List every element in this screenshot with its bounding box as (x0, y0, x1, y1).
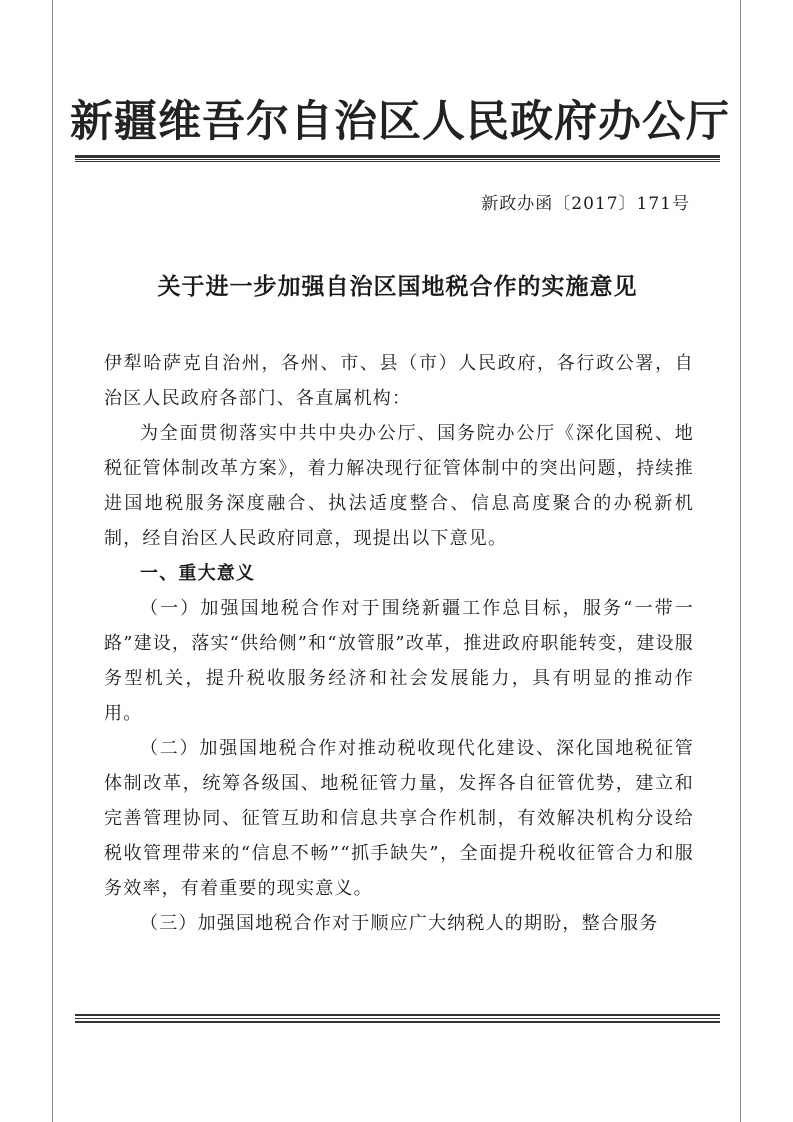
section-item: （三）加强国地税合作对于顺应广大纳税人的期盼，整合服务 (140, 913, 659, 934)
header-red-rule (75, 155, 720, 162)
footer-rule (75, 1014, 720, 1023)
page-frame-right-line (740, 0, 741, 1122)
page-frame-left-line (52, 0, 53, 1122)
section-item: （二）加强国地税合作对推动税收现代化建设、深化国地税征管体制改革，统筹各级国、地税征管力量，发挥各自征管优势，建立和完善管理协同、征管互助和信息共享合作机制，有效解决机构分设给税收管理带来的“信息不畅”“抓手缺失”，全面提升税收征管合力和服务效率，有着重要的现实意义。 (104, 738, 694, 899)
document-body (104, 346, 694, 941)
document-title: 关于进一步加强自治区国地税合作的实施意见 (157, 273, 638, 300)
section-item: （一）加强国地税合作对于围绕新疆工作总目标，服务“一带一路”建设，落实“供给侧”和“放管服”改革，推进政府职能转变，建设服务型机关，提升税收服务经济和社会发展能力，具有明显的推动作用。 (104, 598, 694, 724)
addressee: 伊犁哈萨克自治州，各州、市、县（市）人民政府，各行政公署，自治区人民政府各部门、各直属机构： (104, 353, 694, 409)
document-number: 新政办函〔2017〕171号 (481, 194, 690, 214)
section-heading: 一、重大意义 (140, 563, 256, 584)
intro-paragraph: 为全面贯彻落实中共中央办公厅、国务院办公厅《深化国税、地税征管体制改革方案》，着力解决现行征管体制中的突出问题，持续推进国地税服务深度融合、执法适度整合、信息高度聚合的办税新机制，经自治区人民政府同意，现提出以下意见。 (104, 423, 694, 549)
issuing-authority-title: 新疆维吾尔自治区人民政府办公厅 (70, 97, 730, 147)
